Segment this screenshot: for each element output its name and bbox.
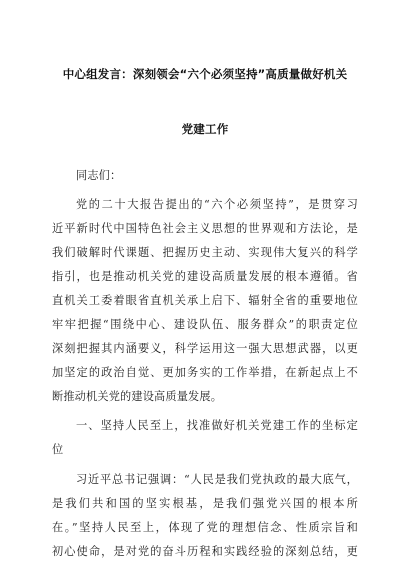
- paragraph-1-line: 我们破解时代课题、把握历史主动、实现伟大复兴的科学: [52, 246, 358, 259]
- salutation: 同志们：: [76, 169, 122, 182]
- section-heading-1-continued: 位: [52, 443, 64, 456]
- paragraph-1-line: 加坚定的政治自觉、更加务实的工作举措，在新起点上不: [52, 366, 358, 379]
- paragraph-1-line: 近平新时代中国特色社会主义思想的世界观和方法论，是: [52, 222, 358, 235]
- paragraph-1-line: 党的二十大报告提出的“六个必须坚持”，是贯穿习: [76, 198, 358, 211]
- section-heading-1: 一、坚持人民至上，找准做好机关党建工作的坐标定: [76, 419, 358, 432]
- paragraph-1-line: 深刻把握其内涵要义，科学运用这一强大思想武器，以更: [52, 342, 358, 355]
- paragraph-2-line: 在。”坚持人民至上，体现了党的理想信念、性质宗旨和: [52, 521, 358, 534]
- paragraph-2-line: 是我们共和国的坚实根基，是我们强党兴国的根本所: [52, 497, 358, 510]
- paragraph-1-line: 断推动机关党的建设高质量发展。: [52, 390, 223, 403]
- paragraph-1-line: 牢牢把握“围绕中心、建设队伍、服务群众”的职责定位: [52, 318, 358, 331]
- document-title-line-2: 党建工作: [181, 122, 229, 136]
- document-title-line-1: 中心组发言：深刻领会“六个必须坚持”高质量做好机关: [62, 67, 348, 81]
- paragraph-2-line: 习近平总书记强调：“人民是我们党执政的最大底气，: [76, 473, 358, 486]
- paragraph-2-line: 初心使命，是对党的奋斗历程和实践经验的深刻总结，更: [52, 545, 358, 558]
- paragraph-1-line: 指引，也是推动机关党的建设高质量发展的根本遵循。省: [52, 270, 358, 283]
- paragraph-1-line: 直机关工委着眼省直机关承上启下、辐射全省的重要地位: [52, 294, 358, 307]
